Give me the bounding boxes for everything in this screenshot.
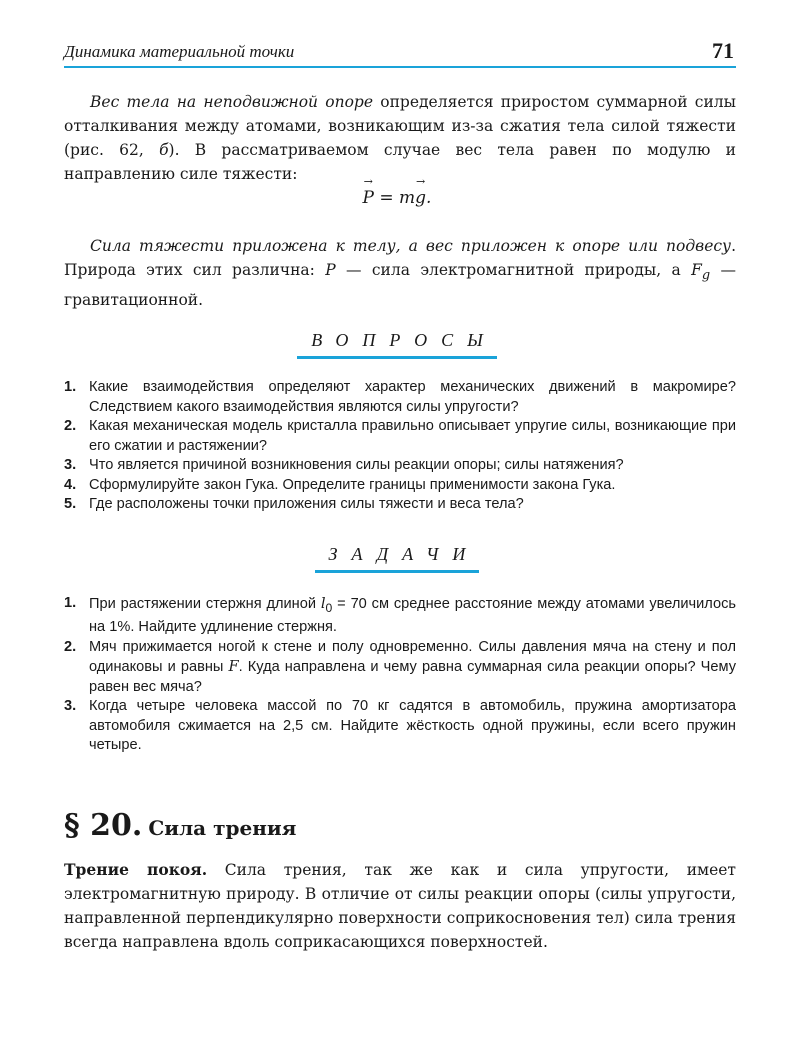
item-number: 5. bbox=[64, 496, 77, 512]
weight-formula bbox=[0, 188, 794, 208]
item-text: Какая механическая модель кристалла правильно описывает упругие силы, возникающие при его сжатии и растяжении? bbox=[89, 418, 736, 454]
section-number: § 20. bbox=[64, 808, 143, 843]
running-header bbox=[64, 40, 736, 68]
paragraph-text: — сила электромагнитной природы, а bbox=[335, 261, 692, 279]
questions-heading-text: ВОПРОСЫ bbox=[297, 330, 497, 359]
item-text: Что является причиной возникновения силы реакции опоры; силы натяжения? bbox=[89, 457, 624, 473]
italic-lead: Сила тяжести приложена к телу, а вес приложен к опоре или подвесу bbox=[90, 237, 732, 255]
item-number: 1. bbox=[64, 595, 77, 611]
paragraph-static-friction bbox=[64, 858, 736, 954]
paragraph-weight-on-support bbox=[64, 90, 736, 186]
paragraph-gravity-vs-weight bbox=[64, 234, 736, 312]
paragraph-text: Сила трения, так же как и сила упругости, имеет электромагнитную природу. В отличие от силы реакции опоры (силы упругости, направленной перпендикулярно поверхности соприкосновения тел) сила трения всегда направлена вдоль соприкасающихся поверхностей. bbox=[64, 861, 736, 951]
figure-letter: б bbox=[159, 141, 169, 159]
problems-list bbox=[64, 594, 736, 756]
questions-heading bbox=[0, 330, 794, 359]
list-item bbox=[64, 417, 736, 456]
questions-list bbox=[64, 378, 736, 515]
list-item bbox=[64, 476, 736, 496]
list-item bbox=[64, 697, 736, 756]
item-text: Мяч прижимается ногой к стене и полу одновременно. Силы давления мяча на стену и пол одинаковы и равны bbox=[89, 638, 736, 676]
problems-heading-text: ЗАДАЧИ bbox=[315, 544, 480, 573]
item-number: 2. bbox=[64, 418, 77, 434]
list-item bbox=[64, 638, 736, 698]
item-text: Какие взаимодействия определяют характер механических движений в макромире? Следствием какого взаимодействия являются силы упругости? bbox=[89, 379, 736, 415]
symbol-l: l bbox=[320, 595, 326, 612]
section-title: Сила трения bbox=[148, 816, 297, 840]
formula-equals: = m bbox=[373, 188, 416, 208]
problems-heading bbox=[0, 544, 794, 573]
item-number: 3. bbox=[64, 457, 77, 473]
paragraph-text: — гравитационной. bbox=[64, 261, 736, 310]
item-number: 4. bbox=[64, 476, 77, 493]
item-text: = 70 см среднее расстояние между атомами увеличилось на 1%. Найдите удлинение стержня. bbox=[89, 596, 736, 636]
symbol-f: F bbox=[228, 658, 239, 676]
chapter-title: Динамика материальной точки bbox=[64, 42, 295, 61]
item-text: Сформулируйте закон Гука. Определите границы применимости закона Гука. bbox=[89, 476, 616, 493]
paragraph-text-end: ). В рассматриваемом случае вес тела равен по модулю и направлению силе тяжести: bbox=[64, 141, 736, 183]
italic-lead: Вес тела на неподвижной опоре bbox=[90, 93, 374, 111]
subscript-zero: 0 bbox=[325, 600, 333, 615]
vector-g: → g bbox=[415, 188, 426, 208]
item-text: . Куда направлена и чему равна суммарная сила реакции опоры? Чему равен вес мяча? bbox=[89, 659, 736, 695]
subscript-g: g bbox=[701, 268, 711, 284]
list-item bbox=[64, 378, 736, 417]
item-number: 3. bbox=[64, 698, 77, 715]
bold-lead: Трение покоя. bbox=[64, 860, 208, 879]
item-number: 2. bbox=[64, 638, 77, 655]
section-heading bbox=[64, 808, 296, 843]
paragraph-text: определяется приростом суммарной силы отталкивания между атомами, возникающим из-за сжатия тела силой тяжести (рис. 62, bbox=[64, 93, 736, 159]
list-item bbox=[64, 495, 736, 515]
item-text: Когда четыре человека массой по 70 кг садятся в автомобиль, пружина амортизатора автомобиля сжимается на 2,5 см. Найдите жёсткость одной пружины, если всего пружин четыре. bbox=[89, 698, 736, 754]
symbol-p: P bbox=[325, 261, 336, 279]
paragraph-text: . Природа этих сил различна: bbox=[64, 237, 736, 279]
list-item bbox=[64, 594, 736, 638]
vector-p: → P bbox=[363, 188, 374, 208]
page-number: 71 bbox=[712, 38, 734, 63]
list-item bbox=[64, 456, 736, 476]
item-text: Где расположены точки приложения силы тяжести и веса тела? bbox=[89, 496, 524, 512]
item-number: 1. bbox=[64, 379, 77, 395]
formula-end: . bbox=[426, 188, 432, 208]
symbol-f: F bbox=[691, 261, 702, 279]
item-text: При растяжении стержня длиной bbox=[89, 596, 321, 612]
